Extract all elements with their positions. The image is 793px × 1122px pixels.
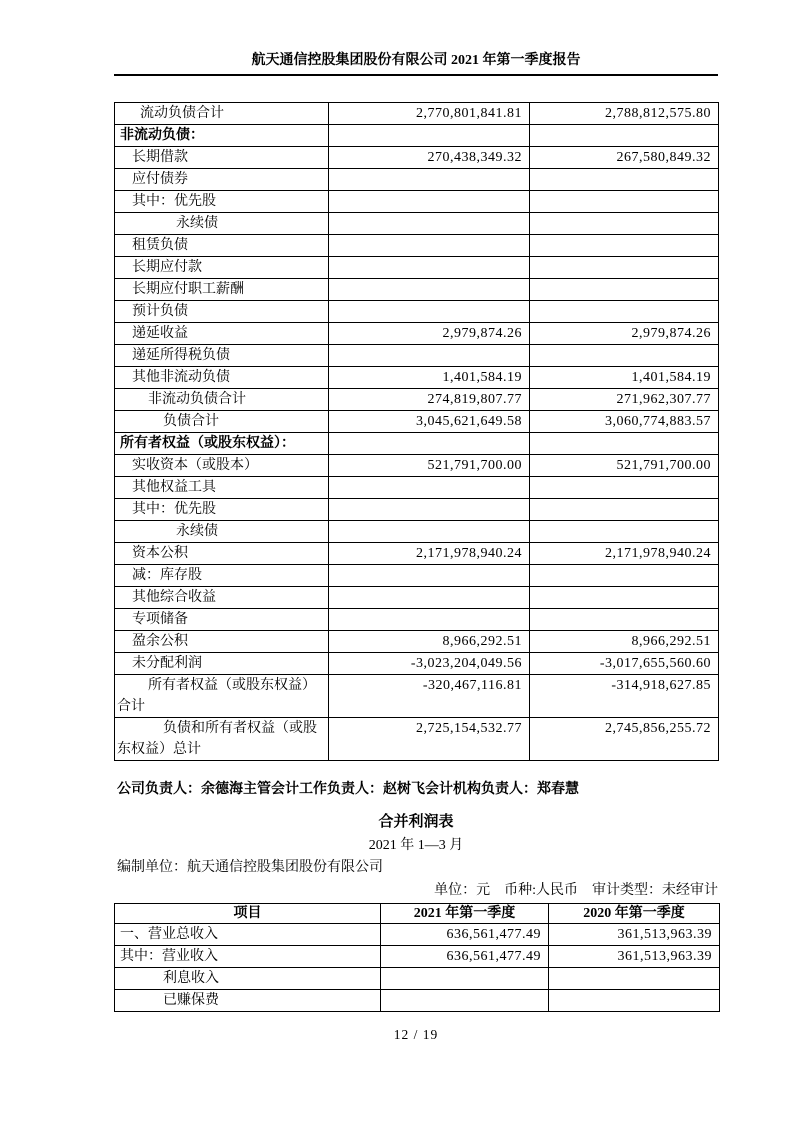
report-title: 航天通信控股集团股份有限公司 2021 年第一季度报告	[251, 53, 581, 68]
row-label: 负债和所有者权益（或股东权益）总计	[115, 718, 329, 761]
table-row	[115, 653, 719, 675]
table-row	[115, 301, 719, 323]
row-value: 2,979,874.26	[530, 323, 719, 345]
row-label: 递延所得税负债	[115, 345, 329, 367]
row-label: 非流动负债：	[115, 125, 329, 147]
row-label: 长期应付职工薪酬	[115, 279, 329, 301]
row-value	[530, 125, 719, 147]
row-value	[530, 477, 719, 499]
table-row	[115, 147, 719, 169]
row-value: 8,966,292.51	[329, 631, 530, 653]
row-value: 361,513,963.39	[549, 924, 720, 946]
table-row	[115, 521, 719, 543]
row-value: -3,023,204,049.56	[329, 653, 530, 675]
row-value: 2,788,812,575.80	[530, 103, 719, 125]
table-row	[115, 477, 719, 499]
row-value	[329, 609, 530, 631]
income-statement-table	[114, 903, 720, 1012]
income-statement-title: 合并利润表	[378, 814, 454, 830]
row-value	[329, 169, 530, 191]
row-value	[530, 169, 719, 191]
row-label: 长期应付款	[115, 257, 329, 279]
row-label: 应付债券	[115, 169, 329, 191]
prepared-by-line: 编制单位：航天通信控股集团股份有限公司	[117, 860, 383, 875]
table-row	[115, 169, 719, 191]
row-value	[381, 968, 549, 990]
row-label: 非流动负债合计	[115, 389, 329, 411]
row-value	[549, 968, 720, 990]
row-label: 预计负债	[115, 301, 329, 323]
row-value	[329, 499, 530, 521]
row-value	[530, 433, 719, 455]
row-label: 其他权益工具	[115, 477, 329, 499]
income-table-header-row	[115, 904, 720, 924]
table-row	[115, 125, 719, 147]
row-label: 利息收入	[115, 968, 381, 990]
row-label: 专项储备	[115, 609, 329, 631]
row-value	[530, 521, 719, 543]
row-value	[530, 565, 719, 587]
table-row	[115, 499, 719, 521]
row-label: 负债合计	[115, 411, 329, 433]
row-value: 361,513,963.39	[549, 946, 720, 968]
row-value: 2,979,874.26	[329, 323, 530, 345]
table-row	[115, 718, 719, 761]
row-value	[329, 345, 530, 367]
row-label: 其中：优先股	[115, 191, 329, 213]
row-label: 租赁负债	[115, 235, 329, 257]
row-label: 流动负债合计	[115, 103, 329, 125]
row-label: 所有者权益（或股东权益）：	[115, 433, 329, 455]
row-value: -314,918,627.85	[530, 675, 719, 718]
table-row	[115, 565, 719, 587]
row-label: 其他非流动负债	[115, 367, 329, 389]
table-row	[115, 367, 719, 389]
row-label: 减：库存股	[115, 565, 329, 587]
table-row	[115, 631, 719, 653]
row-label: 实收资本（或股本）	[115, 455, 329, 477]
page-number: 12 / 19	[393, 1027, 439, 1042]
row-value: 274,819,807.77	[329, 389, 530, 411]
report-header	[114, 52, 718, 76]
row-value	[530, 499, 719, 521]
row-value	[329, 521, 530, 543]
row-value	[329, 565, 530, 587]
table-row	[115, 968, 720, 990]
row-value: 2,725,154,532.77	[329, 718, 530, 761]
row-value: 2,770,801,841.81	[329, 103, 530, 125]
row-value: 3,060,774,883.57	[530, 411, 719, 433]
row-value: 270,438,349.32	[329, 147, 530, 169]
row-value	[530, 279, 719, 301]
column-header-2021-q1: 2021 年第一季度	[381, 904, 549, 924]
row-value	[530, 191, 719, 213]
row-value	[530, 345, 719, 367]
table-row	[115, 257, 719, 279]
row-label: 长期借款	[115, 147, 329, 169]
row-value	[329, 257, 530, 279]
row-label: 其他综合收益	[115, 587, 329, 609]
row-value	[530, 609, 719, 631]
row-value	[329, 587, 530, 609]
table-row	[115, 609, 719, 631]
table-row	[115, 235, 719, 257]
table-row	[115, 103, 719, 125]
row-value	[530, 235, 719, 257]
row-value: 2,745,856,255.72	[530, 718, 719, 761]
row-value	[530, 587, 719, 609]
row-label: 递延收益	[115, 323, 329, 345]
table-row	[115, 213, 719, 235]
table-row	[115, 191, 719, 213]
table-row	[115, 411, 719, 433]
row-value: 2,171,978,940.24	[530, 543, 719, 565]
row-value: 3,045,621,649.58	[329, 411, 530, 433]
table-row	[115, 543, 719, 565]
row-value	[329, 125, 530, 147]
row-value	[329, 191, 530, 213]
row-value	[329, 433, 530, 455]
unit-currency-audit-line: 单位：元 币种:人民币 审计类型：未经审计	[434, 883, 718, 898]
row-value	[381, 990, 549, 1012]
row-value: 636,561,477.49	[381, 924, 549, 946]
row-value: -3,017,655,560.60	[530, 653, 719, 675]
row-value	[329, 213, 530, 235]
table-row	[115, 389, 719, 411]
row-label: 未分配利润	[115, 653, 329, 675]
row-value: -320,467,116.81	[329, 675, 530, 718]
table-row	[115, 990, 720, 1012]
table-row	[115, 924, 720, 946]
row-value	[530, 257, 719, 279]
row-label: 已赚保费	[115, 990, 381, 1012]
row-value: 1,401,584.19	[530, 367, 719, 389]
row-label: 永续债	[115, 213, 329, 235]
row-value: 636,561,477.49	[381, 946, 549, 968]
row-label: 永续债	[115, 521, 329, 543]
column-header-2020-q1: 2020 年第一季度	[549, 904, 720, 924]
table-row	[115, 946, 720, 968]
row-value	[329, 301, 530, 323]
row-value: 1,401,584.19	[329, 367, 530, 389]
table-row	[115, 279, 719, 301]
row-label: 其中：优先股	[115, 499, 329, 521]
row-value: 521,791,700.00	[329, 455, 530, 477]
row-value: 271,962,307.77	[530, 389, 719, 411]
table-row	[115, 455, 719, 477]
row-value	[329, 279, 530, 301]
row-value	[329, 477, 530, 499]
row-label: 盈余公积	[115, 631, 329, 653]
table-row	[115, 345, 719, 367]
signatories-line: 公司负责人：余德海主管会计工作负责人：赵树飞会计机构负责人：郑春慧	[117, 782, 579, 797]
row-label: 一、营业总收入	[115, 924, 381, 946]
row-value	[549, 990, 720, 1012]
table-row	[115, 433, 719, 455]
row-value: 8,966,292.51	[530, 631, 719, 653]
row-value	[530, 301, 719, 323]
row-label: 资本公积	[115, 543, 329, 565]
row-value	[329, 235, 530, 257]
row-value: 267,580,849.32	[530, 147, 719, 169]
row-label: 所有者权益（或股东权益）合计	[115, 675, 329, 718]
table-row	[115, 323, 719, 345]
income-statement-period: 2021 年 1—3 月	[368, 838, 464, 853]
row-value: 2,171,978,940.24	[329, 543, 530, 565]
row-value	[530, 213, 719, 235]
balance-sheet-table	[114, 102, 719, 761]
row-label: 其中：营业收入	[115, 946, 381, 968]
table-row	[115, 587, 719, 609]
table-row	[115, 675, 719, 718]
row-value: 521,791,700.00	[530, 455, 719, 477]
column-header-item: 项目	[115, 904, 381, 924]
